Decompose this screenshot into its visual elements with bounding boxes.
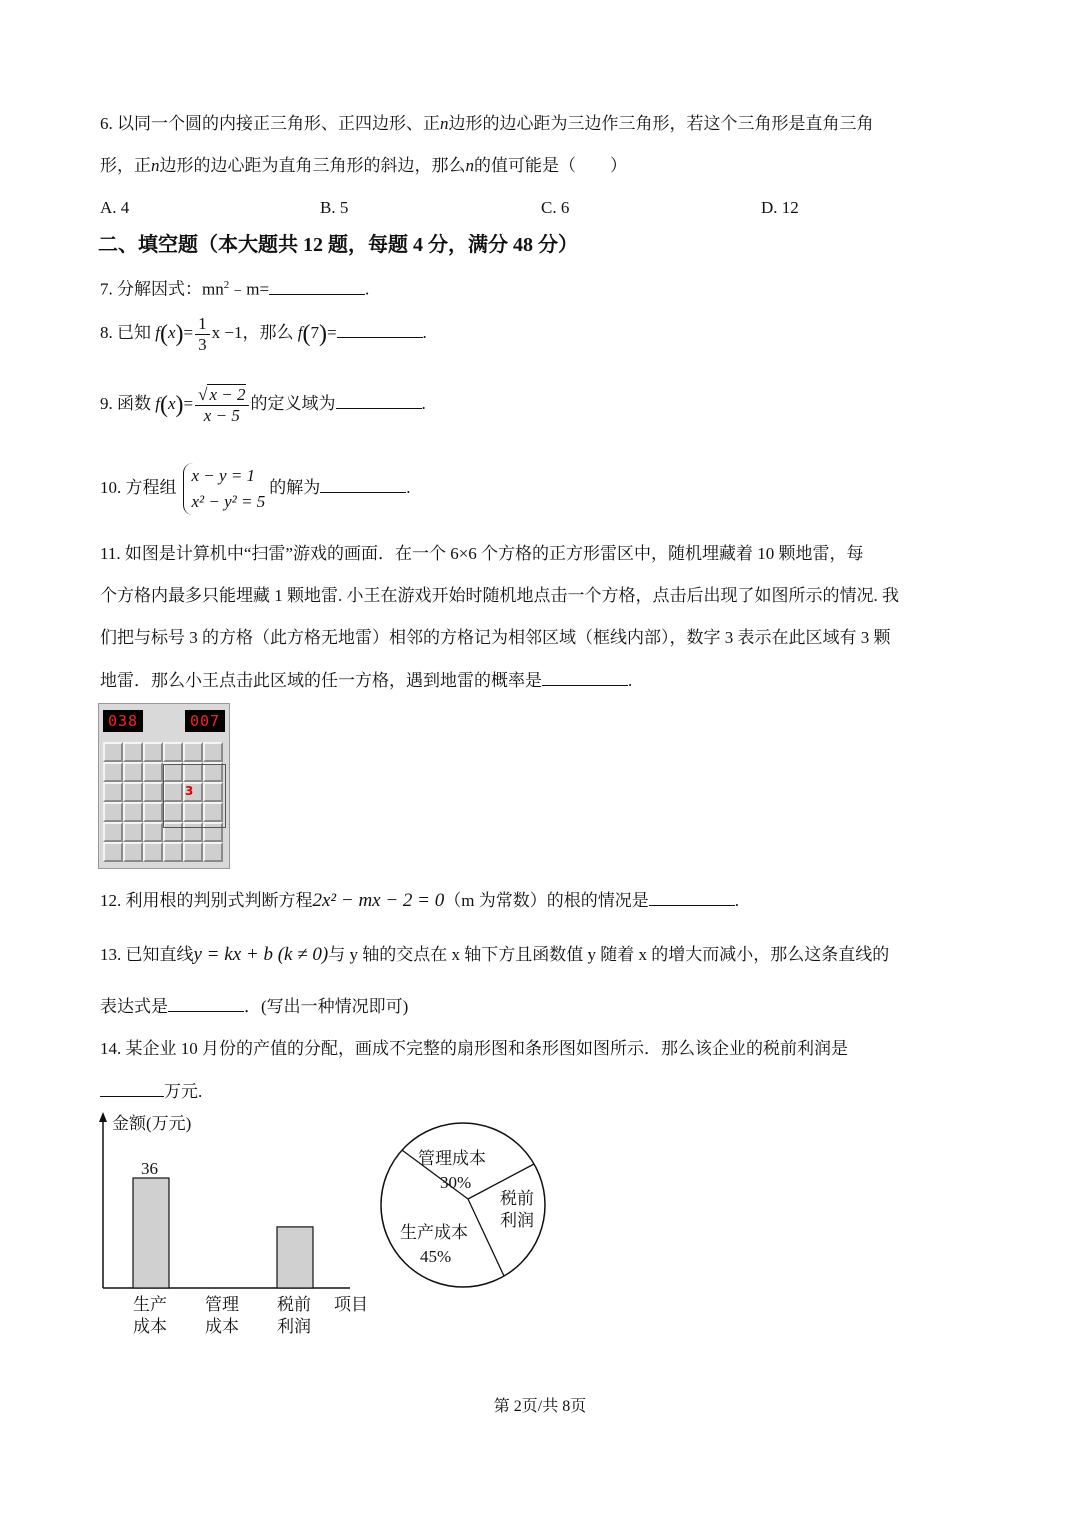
mine-cell[interactable] [143,762,163,782]
mine-cell[interactable] [143,802,163,822]
mine-cell[interactable] [123,802,143,822]
answer-blank[interactable] [269,278,365,295]
mine-cell[interactable] [103,822,123,842]
mine-cell[interactable] [123,742,143,762]
option-c: C. 6 [541,198,570,217]
mine-cell[interactable] [123,842,143,862]
var-n: n [465,156,474,175]
answer-blank[interactable] [649,889,735,906]
minesweeper-board [98,703,230,869]
answer-blank[interactable] [337,321,423,338]
q11-line-4 [100,669,632,692]
q9-text: 的定义域为 [250,394,336,413]
var-n: n [440,114,449,133]
q8-x: x [167,323,176,342]
answer-blank[interactable] [336,392,422,409]
q6-line-1 [100,113,874,135]
q9-end: . [421,394,426,413]
pie-label-production: 生产成本 [400,1223,468,1242]
x-axis-label: 项目 [334,1295,368,1314]
category-line: 生产 [133,1295,167,1314]
q8-text: x −1，那么 [211,323,294,342]
q9-eq: = [183,394,194,413]
mine-cell[interactable] [123,822,143,842]
q8: 8. 已知 f(x)= $\frac{1}{3}$ x −1，那么 f(7)= . [100,313,427,354]
q8-num: 1 [195,314,210,335]
q8-text: 8. 已知 [100,323,151,342]
mine-cell[interactable] [203,742,223,762]
q10 [100,458,410,518]
category-label-production [133,1294,167,1338]
answer-blank[interactable] [320,476,406,493]
q10-eq1: x − y = 1 [191,466,256,486]
q14-line-2 [100,1080,202,1103]
q9-x: x [167,394,176,413]
q6-text: 6. 以同一个圆的内接正三角形、正四边形、正 [100,114,440,133]
q9-num: x − 2 [209,385,246,405]
mine-cell[interactable] [163,742,183,762]
q10-text: 的解为 [269,478,321,497]
q7 [100,274,369,301]
category-label-profit [277,1294,311,1338]
answer-blank[interactable] [100,1080,164,1097]
q14-text: 万元. [164,1082,203,1101]
section-title: 二、填空题（本大题共 12 题，每题 4 分，满分 48 分） [98,234,578,256]
q8-arg: 7 [310,323,319,342]
answer-blank[interactable] [168,995,244,1012]
q7-text: 7. 分解因式：mn [100,279,224,299]
q14-line-1: 14. 某企业 10 月份的产值的分配，画成不完整的扇形图和条形图如图所示．那么该企业的税前利润是 [100,1039,848,1058]
q10-end: . [406,478,411,497]
q10-eq2: x² − y² = 5 [191,492,266,512]
bar-0 [133,1178,169,1288]
bar-data-label: 36 [141,1159,158,1178]
q12-end: . [734,891,739,910]
q9: 9. 函数 f(x)= $\frac{√ x - 2}{x - 5}$ 的定义域为 . [100,385,426,426]
mine-cell[interactable] [143,842,163,862]
q10-text: 10. 方程组 [100,478,177,497]
q8-eq: = [183,323,194,342]
mine-cell[interactable] [123,762,143,782]
q11-line-2: 个方格内最多只能埋藏 1 颗地雷. 小王在游戏开始时随机地点击一个方格，点击后出现了如图所示的情况. 我 [100,586,899,605]
q11-end: . [628,671,633,690]
q13-text: 与 y 轴的交点在 x 轴下方且函数值 y 随着 x 的增大而减小，那么这条直线的 [328,945,890,964]
mine-cell[interactable] [123,782,143,802]
option-a: A. 4 [100,198,130,217]
category-line: 管理 [205,1295,239,1314]
timer: 007 [185,710,225,732]
pie-label-management: 管理成本 [418,1149,486,1168]
q8-fraction [195,314,210,355]
answer-blank[interactable] [542,669,628,686]
cell-number-three: 3 [185,784,194,798]
q7-sup: 2 [223,279,230,291]
mine-cell[interactable] [143,782,163,802]
q13-text: ．(写出一种情况即可) [244,997,409,1016]
category-line: 利润 [277,1317,311,1336]
mine-cell[interactable] [163,842,183,862]
mine-cell[interactable] [183,742,203,762]
var-n: n [151,156,160,175]
q9-f: f [155,394,160,413]
mine-cell[interactable] [103,742,123,762]
q9-fraction: $\frac{√ x - 2}{x - 5}$ [195,384,248,426]
bar-2 [277,1227,313,1288]
mine-cell[interactable] [143,742,163,762]
category-label-management [205,1294,239,1338]
q13-line-2 [100,995,408,1018]
q6-line-2 [100,155,627,177]
q6-text: 形，正 [100,156,151,175]
q11-text: 地雷．那么小王点击此区域的任一方格，遇到地雷的概率是 [100,671,542,690]
q9-text: 9. 函数 [100,394,151,413]
pie-label-profit: 税前利润 [500,1189,534,1230]
q12-equation: 2x² − mx − 2 = 0 [312,890,445,911]
y-axis-label: 金额(万元) [112,1114,192,1133]
q11-line-1: 11. 如图是计算机中“扫雷”游戏的画面．在一个 6×6 个方格的正方形雷区中，随机埋藏着 10 颗地雷，每 [100,544,864,563]
q7-text: ﹣m= [229,279,270,299]
q8-f: f [155,323,160,342]
q8-den: 3 [198,334,207,354]
category-line: 成本 [205,1317,239,1336]
option-b: B. 5 [320,198,349,217]
mine-cell[interactable] [143,822,163,842]
mine-cell[interactable] [103,762,123,782]
q8-end: . [422,323,427,342]
category-line: 税前 [277,1295,311,1314]
neighbor-frame [163,764,226,828]
mine-cell[interactable] [103,782,123,802]
mine-cell[interactable] [103,802,123,822]
q12-text: 12. 利用根的判别式判断方程 [100,891,313,910]
category-line: 成本 [133,1317,167,1336]
page-footer: 第 2页/共 8页 [493,1398,587,1415]
pie-percent-production: 45% [420,1247,452,1266]
q6-text: 边形的边心距为三边作三角形，若这个三角形是直角三角 [448,114,874,133]
q13-text: 13. 已知直线 [100,945,194,964]
q12 [100,889,739,912]
mine-cell[interactable] [103,842,123,862]
equation-system [183,463,266,515]
q13-line-1 [100,944,889,966]
q13-text: 表达式是 [100,997,168,1016]
q6-text: 边形的边心距为直角三角形的斜边，那么 [159,156,466,175]
mine-cell[interactable] [203,842,223,862]
mine-counter: 038 [103,710,143,732]
option-d: D. 12 [761,198,799,217]
q6-text: 的值可能是（ ） [474,156,627,175]
q8-eq: = [326,323,337,342]
q7-end: . [365,279,370,299]
pie-percent-management: 30% [440,1173,472,1192]
q9-den: x − 5 [203,406,240,426]
q13-equation: y = kx + b (k ≠ 0) [193,944,329,965]
y-axis-arrow [99,1112,107,1122]
q11-line-3: 们把与标号 3 的方格（此方格无地雷）相邻的方格记为相邻区域（框线内部），数字 3 表示在此区域有 3 颗 [100,628,891,647]
mine-cell[interactable] [183,842,203,862]
q12-text: （m 为常数）的根的情况是 [444,891,649,910]
